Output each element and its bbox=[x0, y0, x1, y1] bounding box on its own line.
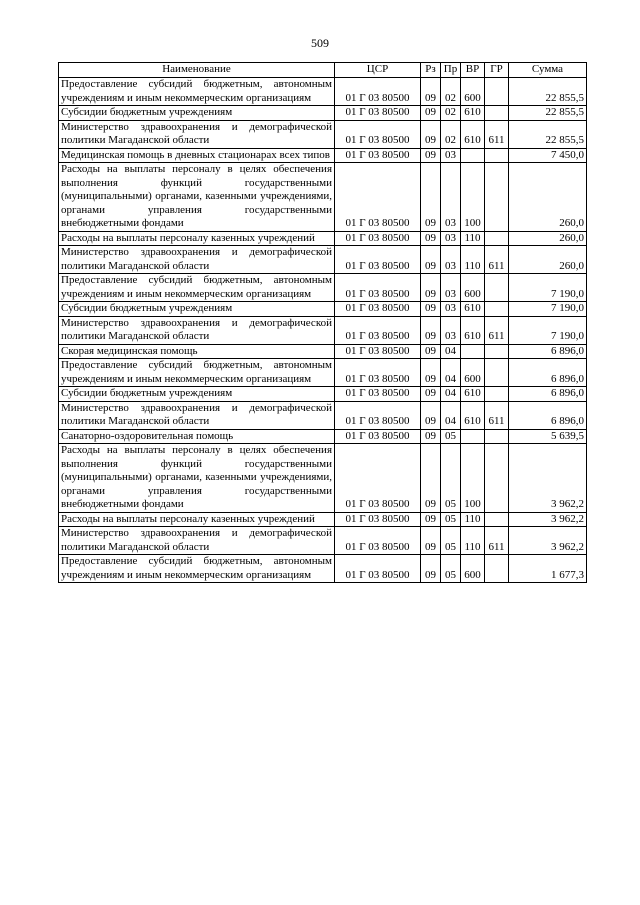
table-row bbox=[59, 302, 587, 317]
cell-vr: 610 bbox=[461, 120, 485, 148]
cell-name: Министерство здравоохранения и демографической политики Магаданской области bbox=[59, 401, 335, 429]
cell-pr: 05 bbox=[441, 429, 461, 444]
table-body bbox=[59, 78, 587, 583]
cell-gr: 611 bbox=[485, 246, 509, 274]
cell-csr: 01 Г 03 80500 bbox=[335, 148, 421, 163]
cell-gr bbox=[485, 163, 509, 232]
cell-gr bbox=[485, 302, 509, 317]
cell-sum: 260,0 bbox=[509, 246, 587, 274]
cell-vr: 100 bbox=[461, 444, 485, 513]
column-header-name: Наименование bbox=[59, 63, 335, 78]
table-row bbox=[59, 401, 587, 429]
cell-sum: 6 896,0 bbox=[509, 359, 587, 387]
cell-name: Скорая медицинская помощь bbox=[59, 344, 335, 359]
cell-csr: 01 Г 03 80500 bbox=[335, 78, 421, 106]
cell-sum: 5 639,5 bbox=[509, 429, 587, 444]
table-row bbox=[59, 359, 587, 387]
cell-sum: 260,0 bbox=[509, 231, 587, 246]
cell-pr: 04 bbox=[441, 387, 461, 402]
cell-sum: 3 962,2 bbox=[509, 512, 587, 527]
cell-vr: 110 bbox=[461, 231, 485, 246]
cell-gr: 611 bbox=[485, 316, 509, 344]
cell-csr: 01 Г 03 80500 bbox=[335, 444, 421, 513]
table-row bbox=[59, 78, 587, 106]
cell-gr bbox=[485, 148, 509, 163]
cell-rz: 09 bbox=[421, 231, 441, 246]
table-row bbox=[59, 120, 587, 148]
cell-vr: 110 bbox=[461, 512, 485, 527]
cell-name: Министерство здравоохранения и демографической политики Магаданской области bbox=[59, 316, 335, 344]
column-header-sum: Сумма bbox=[509, 63, 587, 78]
cell-sum: 7 190,0 bbox=[509, 274, 587, 302]
cell-rz: 09 bbox=[421, 527, 441, 555]
cell-gr bbox=[485, 106, 509, 121]
cell-name: Медицинская помощь в дневных стационарах всех типов bbox=[59, 148, 335, 163]
cell-name: Министерство здравоохранения и демографической политики Магаданской области bbox=[59, 120, 335, 148]
cell-rz: 09 bbox=[421, 246, 441, 274]
cell-rz: 09 bbox=[421, 148, 441, 163]
cell-sum: 6 896,0 bbox=[509, 401, 587, 429]
cell-name: Министерство здравоохранения и демографической политики Магаданской области bbox=[59, 527, 335, 555]
table-row bbox=[59, 512, 587, 527]
cell-rz: 09 bbox=[421, 302, 441, 317]
cell-pr: 05 bbox=[441, 527, 461, 555]
cell-name: Предоставление субсидий бюджетным, автономным учреждениям и иным некоммерческим организациям bbox=[59, 555, 335, 583]
cell-name: Расходы на выплаты персоналу в целях обеспечения выполнения функций государственными (муниципальными) органами, казенными учреждениями, органами управления государственными внебюджетными фондами bbox=[59, 163, 335, 232]
page-number: 509 bbox=[311, 36, 329, 50]
cell-vr bbox=[461, 429, 485, 444]
cell-pr: 02 bbox=[441, 78, 461, 106]
cell-gr bbox=[485, 429, 509, 444]
cell-sum: 22 855,5 bbox=[509, 78, 587, 106]
cell-rz: 09 bbox=[421, 401, 441, 429]
cell-gr bbox=[485, 344, 509, 359]
cell-gr bbox=[485, 555, 509, 583]
column-header-vr: ВР bbox=[461, 63, 485, 78]
cell-vr: 600 bbox=[461, 359, 485, 387]
cell-rz: 09 bbox=[421, 359, 441, 387]
table-row bbox=[59, 344, 587, 359]
cell-pr: 03 bbox=[441, 316, 461, 344]
cell-rz: 09 bbox=[421, 387, 441, 402]
cell-vr: 600 bbox=[461, 78, 485, 106]
cell-sum: 6 896,0 bbox=[509, 344, 587, 359]
cell-pr: 04 bbox=[441, 359, 461, 387]
table-row bbox=[59, 387, 587, 402]
cell-rz: 09 bbox=[421, 316, 441, 344]
cell-csr: 01 Г 03 80500 bbox=[335, 302, 421, 317]
cell-sum: 1 677,3 bbox=[509, 555, 587, 583]
cell-vr: 610 bbox=[461, 387, 485, 402]
cell-pr: 05 bbox=[441, 444, 461, 513]
cell-pr: 05 bbox=[441, 555, 461, 583]
column-header-csr: ЦСР bbox=[335, 63, 421, 78]
cell-csr: 01 Г 03 80500 bbox=[335, 231, 421, 246]
cell-rz: 09 bbox=[421, 555, 441, 583]
table-row bbox=[59, 274, 587, 302]
cell-csr: 01 Г 03 80500 bbox=[335, 316, 421, 344]
table-row bbox=[59, 316, 587, 344]
cell-sum: 3 962,2 bbox=[509, 527, 587, 555]
cell-vr: 110 bbox=[461, 246, 485, 274]
column-header-pr: Пр bbox=[441, 63, 461, 78]
cell-csr: 01 Г 03 80500 bbox=[335, 527, 421, 555]
cell-gr bbox=[485, 78, 509, 106]
table-row bbox=[59, 246, 587, 274]
cell-vr: 610 bbox=[461, 302, 485, 317]
cell-name: Расходы на выплаты персоналу в целях обеспечения выполнения функций государственными (муниципальными) органами, казенными учреждениями, органами управления государственными внебюджетными фондами bbox=[59, 444, 335, 513]
cell-csr: 01 Г 03 80500 bbox=[335, 246, 421, 274]
cell-csr: 01 Г 03 80500 bbox=[335, 120, 421, 148]
cell-csr: 01 Г 03 80500 bbox=[335, 401, 421, 429]
cell-name: Санаторно-оздоровительная помощь bbox=[59, 429, 335, 444]
cell-pr: 03 bbox=[441, 163, 461, 232]
cell-pr: 04 bbox=[441, 401, 461, 429]
cell-pr: 02 bbox=[441, 106, 461, 121]
cell-pr: 03 bbox=[441, 148, 461, 163]
cell-rz: 09 bbox=[421, 163, 441, 232]
cell-vr: 610 bbox=[461, 106, 485, 121]
cell-vr: 600 bbox=[461, 274, 485, 302]
table-row bbox=[59, 231, 587, 246]
cell-rz: 09 bbox=[421, 274, 441, 302]
cell-vr: 600 bbox=[461, 555, 485, 583]
cell-csr: 01 Г 03 80500 bbox=[335, 163, 421, 232]
cell-name: Субсидии бюджетным учреждениям bbox=[59, 387, 335, 402]
cell-gr bbox=[485, 512, 509, 527]
cell-gr: 611 bbox=[485, 527, 509, 555]
cell-sum: 6 896,0 bbox=[509, 387, 587, 402]
table-row bbox=[59, 555, 587, 583]
cell-gr: 611 bbox=[485, 120, 509, 148]
cell-gr bbox=[485, 274, 509, 302]
cell-name: Расходы на выплаты персоналу казенных учреждений bbox=[59, 231, 335, 246]
cell-sum: 22 855,5 bbox=[509, 120, 587, 148]
cell-rz: 09 bbox=[421, 444, 441, 513]
cell-name: Министерство здравоохранения и демографической политики Магаданской области bbox=[59, 246, 335, 274]
cell-name: Расходы на выплаты персоналу казенных учреждений bbox=[59, 512, 335, 527]
cell-pr: 03 bbox=[441, 246, 461, 274]
cell-csr: 01 Г 03 80500 bbox=[335, 387, 421, 402]
cell-csr: 01 Г 03 80500 bbox=[335, 512, 421, 527]
cell-csr: 01 Г 03 80500 bbox=[335, 555, 421, 583]
cell-name: Предоставление субсидий бюджетным, автономным учреждениям и иным некоммерческим организациям bbox=[59, 359, 335, 387]
cell-vr: 610 bbox=[461, 316, 485, 344]
cell-pr: 02 bbox=[441, 120, 461, 148]
cell-rz: 09 bbox=[421, 429, 441, 444]
cell-sum: 260,0 bbox=[509, 163, 587, 232]
cell-csr: 01 Г 03 80500 bbox=[335, 429, 421, 444]
cell-csr: 01 Г 03 80500 bbox=[335, 274, 421, 302]
cell-sum: 3 962,2 bbox=[509, 444, 587, 513]
column-header-rz: Рз bbox=[421, 63, 441, 78]
cell-pr: 03 bbox=[441, 231, 461, 246]
cell-rz: 09 bbox=[421, 120, 441, 148]
cell-name: Предоставление субсидий бюджетным, автономным учреждениям и иным некоммерческим организациям bbox=[59, 274, 335, 302]
table-row bbox=[59, 148, 587, 163]
cell-csr: 01 Г 03 80500 bbox=[335, 359, 421, 387]
cell-name: Субсидии бюджетным учреждениям bbox=[59, 302, 335, 317]
cell-vr bbox=[461, 344, 485, 359]
table-row bbox=[59, 444, 587, 513]
cell-gr bbox=[485, 444, 509, 513]
column-header-gr: ГР bbox=[485, 63, 509, 78]
cell-name: Субсидии бюджетным учреждениям bbox=[59, 106, 335, 121]
cell-pr: 04 bbox=[441, 344, 461, 359]
table-row bbox=[59, 106, 587, 121]
table-header-row bbox=[59, 63, 587, 78]
cell-sum: 7 190,0 bbox=[509, 302, 587, 317]
cell-vr: 110 bbox=[461, 527, 485, 555]
cell-pr: 03 bbox=[441, 274, 461, 302]
cell-gr bbox=[485, 387, 509, 402]
table-row bbox=[59, 163, 587, 232]
cell-name: Предоставление субсидий бюджетным, автономным учреждениям и иным некоммерческим организациям bbox=[59, 78, 335, 106]
cell-gr: 611 bbox=[485, 401, 509, 429]
table-row bbox=[59, 429, 587, 444]
cell-rz: 09 bbox=[421, 78, 441, 106]
cell-csr: 01 Г 03 80500 bbox=[335, 344, 421, 359]
budget-table bbox=[58, 62, 587, 583]
cell-gr bbox=[485, 231, 509, 246]
cell-sum: 7 190,0 bbox=[509, 316, 587, 344]
cell-vr: 100 bbox=[461, 163, 485, 232]
cell-rz: 09 bbox=[421, 344, 441, 359]
cell-rz: 09 bbox=[421, 106, 441, 121]
cell-sum: 7 450,0 bbox=[509, 148, 587, 163]
table-row bbox=[59, 527, 587, 555]
cell-vr bbox=[461, 148, 485, 163]
cell-pr: 03 bbox=[441, 302, 461, 317]
cell-rz: 09 bbox=[421, 512, 441, 527]
cell-vr: 610 bbox=[461, 401, 485, 429]
cell-gr bbox=[485, 359, 509, 387]
cell-csr: 01 Г 03 80500 bbox=[335, 106, 421, 121]
cell-pr: 05 bbox=[441, 512, 461, 527]
cell-sum: 22 855,5 bbox=[509, 106, 587, 121]
